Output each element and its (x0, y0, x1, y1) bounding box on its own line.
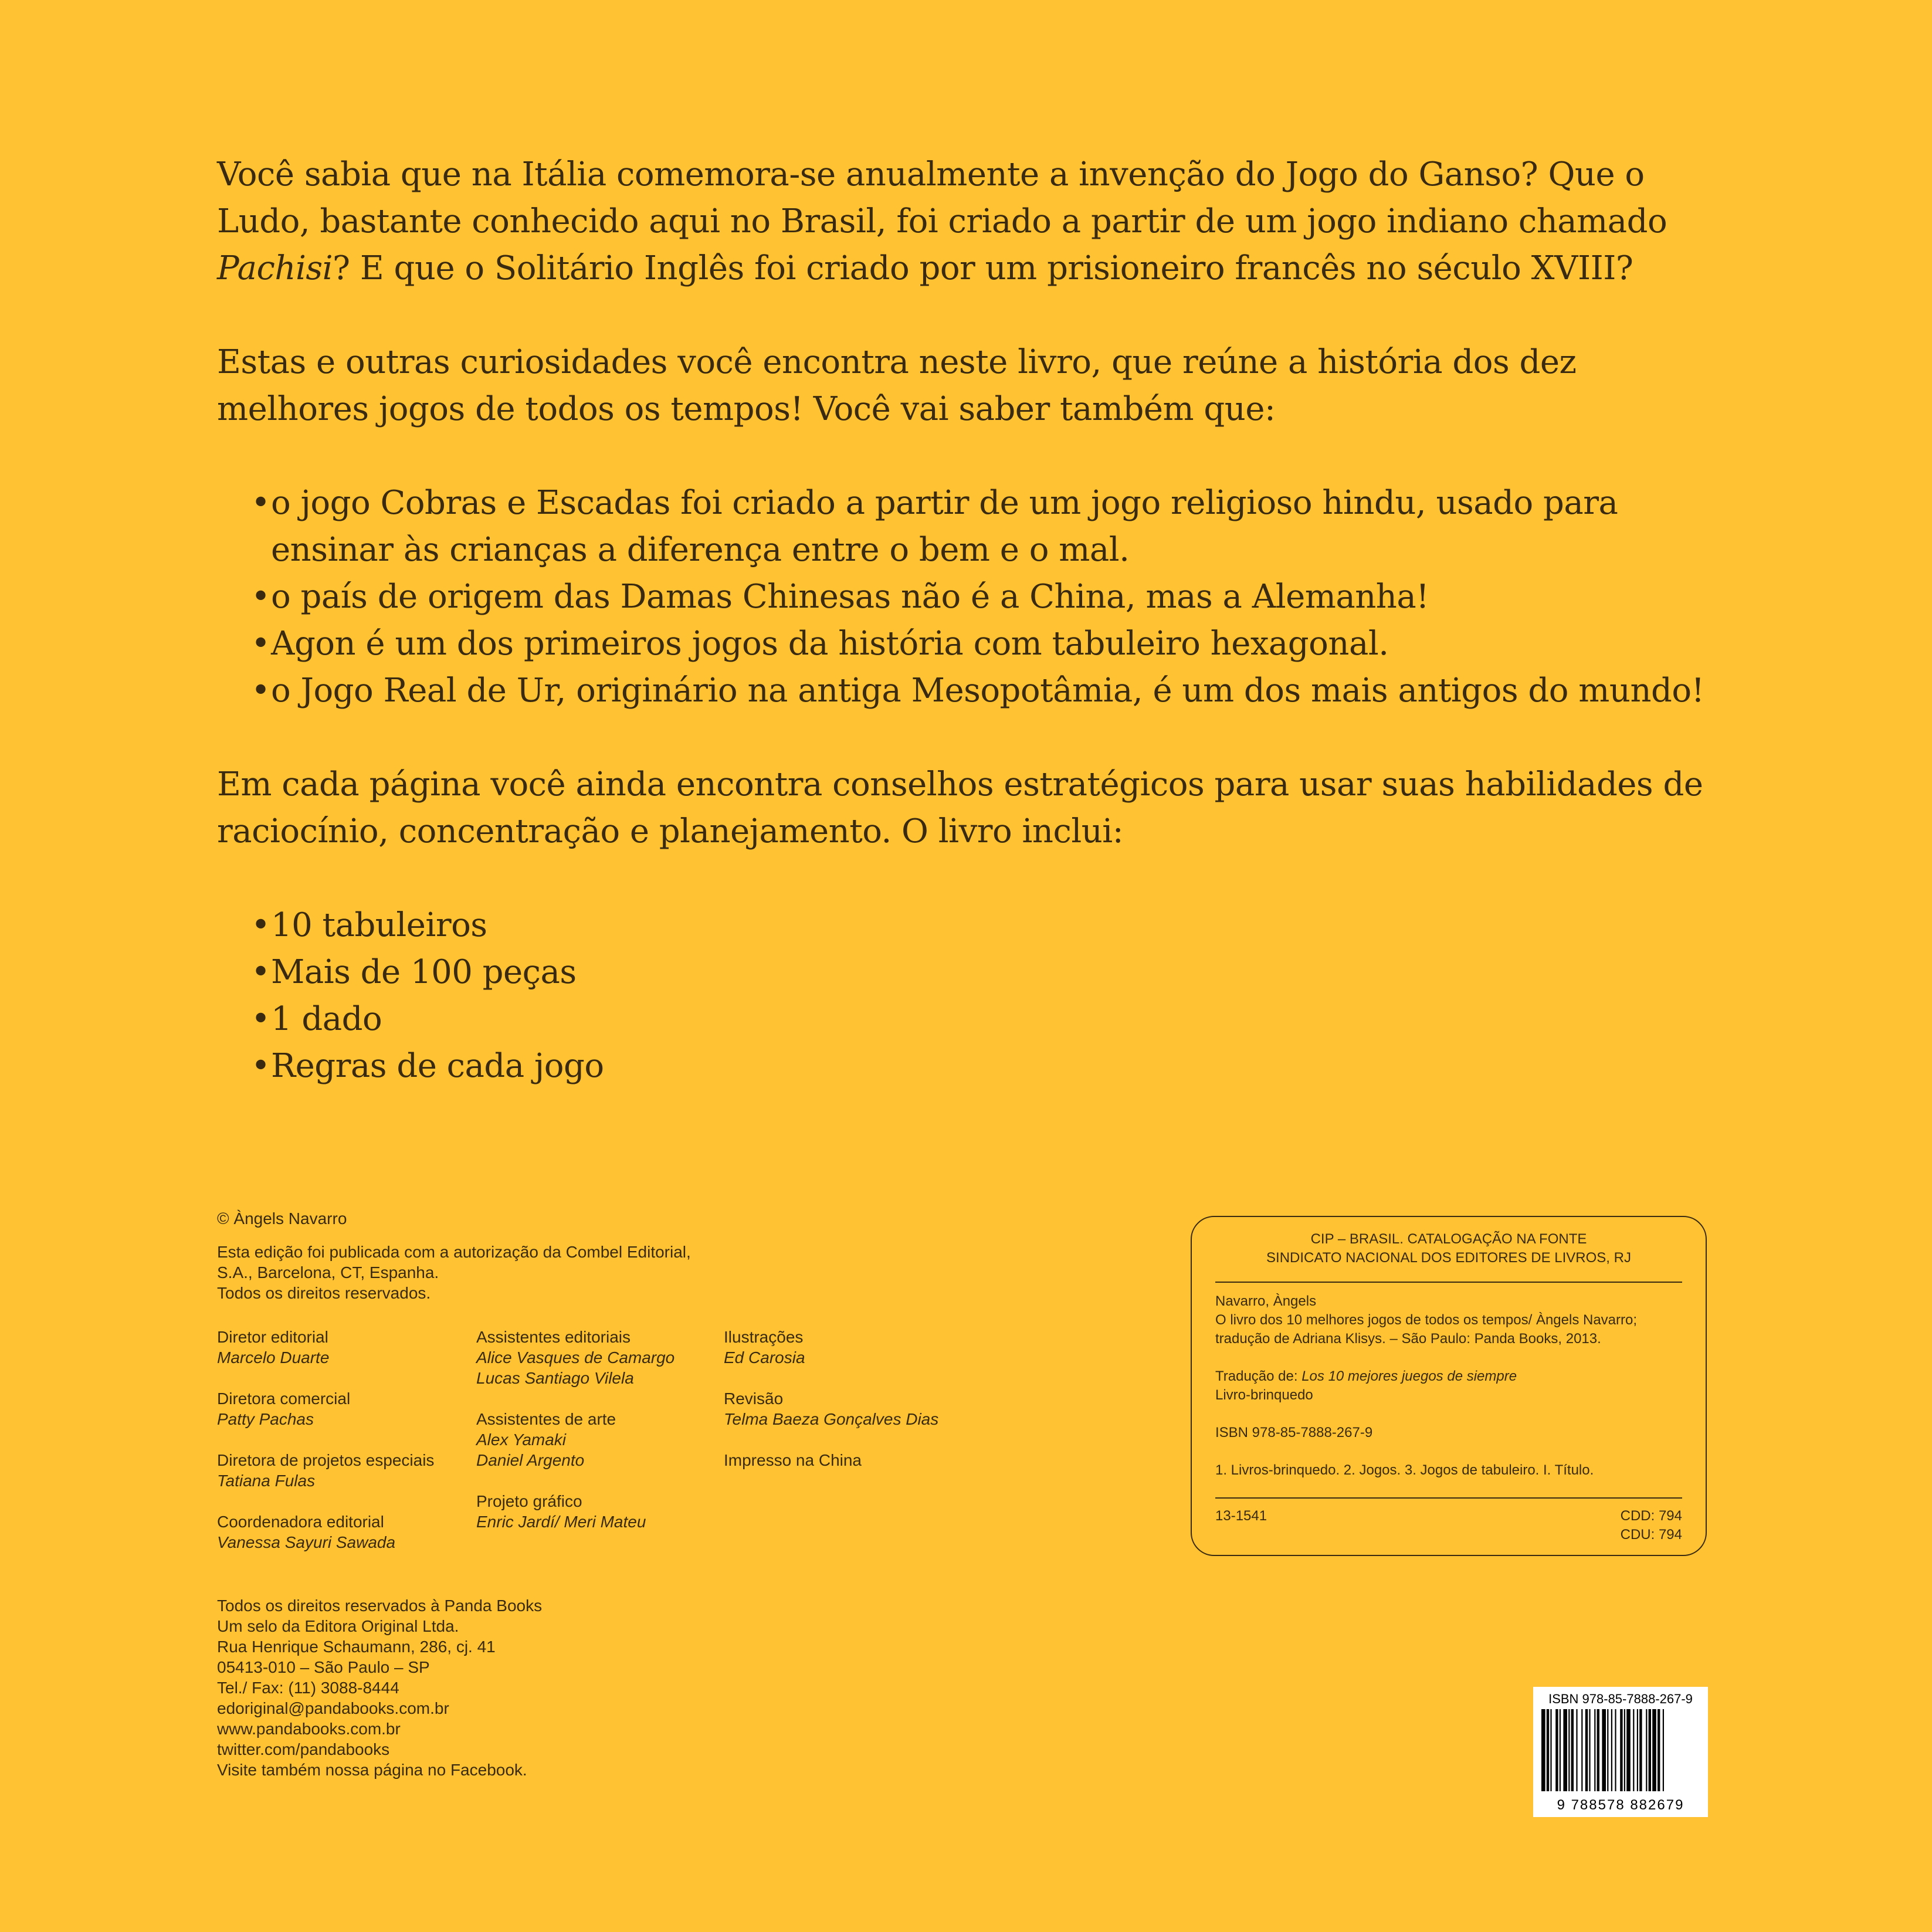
cip-translation (1215, 1367, 1682, 1386)
credit-role: Assistentes de arte (476, 1410, 616, 1428)
barcode-bars-icon (1541, 1709, 1700, 1791)
list-item: • 1 dado (251, 996, 1719, 1043)
contact-line: twitter.com/pandabooks (217, 1740, 390, 1758)
edition-credits (217, 1208, 691, 1303)
publisher-contact (217, 1595, 542, 1780)
credit-name: Ed Carosia (724, 1348, 805, 1367)
intro-paragraph-1-italic: Pachisi (217, 249, 333, 287)
list-item: • o país de origem das Damas Chinesas não é a China, mas a Alemanha! (251, 574, 1719, 621)
intro-paragraph-1-text-a: Você sabia que na Itália comemora-se anualmente a invenção do Jogo do Ganso? Que o Ludo, bastante conhecido aqui no Brasil, foi criado a partir de um jogo indiano chamado (217, 155, 1667, 240)
credit-name: Telma Baeza Gonçalves Dias (724, 1410, 939, 1428)
list-item: • o jogo Cobras e Escadas foi criado a partir de um jogo religioso hindu, usado para ensinar às crianças a diferença entre o bem e o mal. (251, 480, 1719, 574)
credit-name: Daniel Argento (476, 1451, 585, 1469)
intro-paragraph-2: Estas e outras curiosidades você encontra neste livro, que reúne a história dos dez melhores jogos de todos os tempos! Você vai saber também que: (217, 343, 1577, 428)
barcode-isbn-label: ISBN 978-85-7888-267-9 (1548, 1692, 1693, 1706)
credit-name: Patty Pachas (217, 1410, 314, 1428)
cip-subjects: 1. Livros-brinquedo. 2. Jogos. 3. Jogos de tabuleiro. I. Título. (1215, 1462, 1594, 1478)
credit-name: Alice Vasques de Camargo (476, 1348, 675, 1367)
cip-header-line: SINDICATO NACIONAL DOS EDITORES DE LIVROS, RJ (1266, 1250, 1631, 1266)
list-item: • Agon é um dos primeiros jogos da história com tabuleiro hexagonal. (251, 621, 1719, 667)
divider (1215, 1282, 1682, 1283)
credit-role: Diretora de projetos especiais (217, 1451, 435, 1469)
cip-title-line: tradução de Adriana Klisys. – São Paulo: Panda Books, 2013. (1215, 1331, 1601, 1347)
intro-paragraph-1-text-b: ? E que o Solitário Inglês foi criado por um prisioneiro francês no século XVIII? (333, 249, 1633, 287)
cip-genre: Livro-brinquedo (1215, 1387, 1313, 1403)
staff-column-3 (724, 1327, 982, 1491)
credit-role: Coordenadora editorial (217, 1513, 384, 1531)
cip-cdd: CDD: 794 (1620, 1508, 1682, 1524)
cip-author: Navarro, Àngels (1215, 1293, 1317, 1309)
contact-line: 05413-010 – São Paulo – SP (217, 1658, 430, 1676)
credit-role: Revisão (724, 1389, 784, 1408)
edition-note-line: Esta edição foi publicada com a autorização da Combel Editorial, (217, 1243, 691, 1261)
intro-paragraph-1 (217, 151, 1719, 292)
list-item: • 10 tabuleiros (251, 902, 1719, 949)
cip-title-line: O livro dos 10 melhores jogos de todos os tempos/ Àngels Navarro; (1215, 1312, 1638, 1328)
credit-name: Vanessa Sayuri Sawada (217, 1533, 396, 1551)
cip-catalog-box (1191, 1216, 1707, 1556)
edition-note-line: S.A., Barcelona, CT, Espanha. (217, 1263, 439, 1282)
cip-entry (1215, 1292, 1682, 1480)
edition-note-line: Todos os direitos reservados. (217, 1284, 431, 1302)
credit-name: Alex Yamaki (476, 1431, 567, 1449)
credit-role: Diretora comercial (217, 1389, 351, 1408)
cip-code: 13-1541 (1215, 1508, 1267, 1524)
cip-header (1192, 1230, 1706, 1267)
divider (1215, 1497, 1682, 1499)
staff-column-1 (217, 1327, 475, 1573)
staff-column-2 (476, 1327, 734, 1553)
barcode-number: 9 788578 882679 (1557, 1797, 1684, 1813)
cip-cdu: CDU: 794 (1620, 1527, 1682, 1543)
cip-translation-title: Los 10 mejores juegos de siempre (1301, 1368, 1517, 1384)
curiosities-list (217, 480, 1719, 714)
contact-line: edoriginal@pandabooks.com.br (217, 1699, 449, 1717)
contact-line: Visite também nossa página no Facebook. (217, 1761, 527, 1779)
contact-line: Tel./ Fax: (11) 3088-8444 (217, 1679, 399, 1697)
list-item: • o Jogo Real de Ur, originário na antiga Mesopotâmia, é um dos mais antigos do mundo! (251, 667, 1719, 714)
contact-line: www.pandabooks.com.br (217, 1720, 401, 1738)
credit-role: Assistentes editoriais (476, 1328, 631, 1346)
intro-paragraph-3: Em cada página você ainda encontra conselhos estratégicos para usar suas habilidades de raciocínio, concentração e planejamento. O livro inclui: (217, 765, 1703, 850)
credit-role: Projeto gráfico (476, 1492, 582, 1510)
cip-classification (1621, 1507, 1682, 1544)
contact-line: Rua Henrique Schaumann, 286, cj. 41 (217, 1638, 496, 1656)
credit-name: Enric Jardí/ Meri Mateu (476, 1513, 646, 1531)
credit-name: Lucas Santiago Vilela (476, 1369, 634, 1387)
cip-isbn: ISBN 978-85-7888-267-9 (1215, 1425, 1373, 1440)
list-item: • Regras de cada jogo (251, 1043, 1719, 1090)
back-cover-text (217, 151, 1719, 1090)
credit-name: Tatiana Fulas (217, 1472, 316, 1490)
copyright-line: © Àngels Navarro (217, 1209, 347, 1228)
credit-role: Ilustrações (724, 1328, 804, 1346)
contents-list (217, 902, 1719, 1090)
list-item: • Mais de 100 peças (251, 949, 1719, 996)
credit-name: Marcelo Duarte (217, 1348, 330, 1367)
contact-line: Um selo da Editora Original Ltda. (217, 1617, 459, 1635)
credit-role: Impresso na China (724, 1451, 862, 1469)
contact-line: Todos os direitos reservados à Panda Books (217, 1597, 543, 1615)
cip-translation-label: Tradução de: (1215, 1368, 1302, 1384)
cip-header-line: CIP – BRASIL. CATALOGAÇÃO NA FONTE (1310, 1231, 1587, 1247)
isbn-barcode (1533, 1687, 1708, 1817)
credit-role: Diretor editorial (217, 1328, 328, 1346)
